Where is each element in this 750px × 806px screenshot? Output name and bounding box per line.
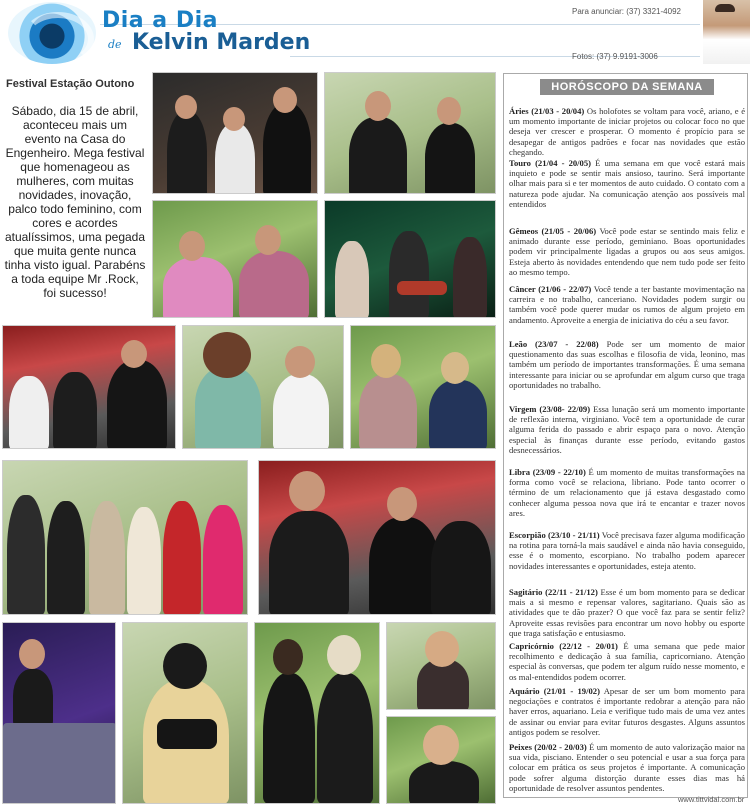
- sign-text: Você pode estar se sentindo mais feliz e animado durante esse período, geminiano. Boas oportunidades podem vir principalmente ligadas a grupos ou aos seus amigos. Esteja aberto às novidades entendendo que nem tudo pode ser feito ao mesmo tempo.: [509, 226, 745, 277]
- event-photo: [254, 622, 380, 804]
- horoscope-entry: [509, 467, 745, 518]
- sign-name: Sagitário (22/11 - 21/12): [509, 587, 598, 597]
- sign-name: Touro (21/04 - 20/05): [509, 158, 592, 168]
- sign-name: Câncer (21/06 - 22/07): [509, 284, 592, 294]
- event-photo: [386, 622, 496, 710]
- horoscope-entry: [509, 339, 745, 390]
- page-header: [0, 0, 750, 68]
- event-photo: [152, 72, 318, 194]
- column-title-connector: de: [108, 38, 122, 51]
- event-photo: [324, 200, 496, 318]
- event-article: [0, 72, 150, 322]
- footer-url[interactable]: www.tittvidal.com.br: [678, 795, 745, 804]
- sign-name: Capricórnio (22/12 - 20/01): [509, 641, 618, 651]
- sign-text: Os holofotes se voltam para você, ariano, e é um momento importante de iniciar projetos ou colocar foco no que deseja ver crescer e prosperar. O momento é propício para se desapegar de antigos padrões e focar nas novidades que estão chegando.: [509, 106, 746, 157]
- horoscope-entry: [509, 404, 745, 455]
- sign-text: Você tende a ter bastante movimentação na carreira e no trabalho, canceriano. Novidades podem surgir ou também você pode querer mudar os rumos de algum projeto em andamento. Aproveite a energia de iniciativa do céu a seu favor.: [509, 284, 745, 325]
- sign-text: É um momento de auto valorização maior na sua vida, pisciano. Entender o seu potencial e usar a sua força para colocar em prática os seus projetos é importante. A comunicação pode sofrer alguma distorção durante esses dias mas há oportunidade de resolver assuntos pendentes.: [509, 742, 745, 793]
- event-photo: [258, 460, 496, 615]
- sign-text: Apesar de ser um bom momento para negociações e contratos é importante redobrar a atenção para não haver erros, aquariano. Leia e verifique tudo mais de uma vez antes de assinar ou enviar para evitar futuros desgastes. Alguns assuntos antigos podem se resolver.: [509, 686, 745, 737]
- sign-text: Essa lunação será um momento importante de reflexão interna, virginiano. Você tem a oportunidade de curar alguma ferida do passado e abrir espaço para o novo. Atenção especial às finanças durante esse período, evitando gastos desnecessários.: [509, 404, 745, 455]
- column-title: Dia a Dia: [102, 8, 218, 33]
- horoscope-entry: [509, 106, 745, 157]
- event-photo: [152, 200, 318, 318]
- sign-name: Aquário (21/01 - 19/02): [509, 686, 600, 696]
- sign-text: É um momento de muitas transformações na forma como você se relaciona, libriano. Pode tanto ocorrer o término de um relacionamento que já estava desgastado como conhecer alguma pessoa nova que irá te encantar e trazer novos ares.: [509, 467, 745, 518]
- columnist-portrait: [703, 0, 750, 64]
- horoscope-entry: [509, 742, 745, 793]
- camera-lens-logo: [8, 2, 96, 64]
- horoscope-entry: [509, 641, 745, 682]
- article-title: Festival Estação Outono: [6, 78, 135, 90]
- event-photo: [2, 325, 176, 449]
- horoscope-entry: [509, 158, 745, 209]
- horoscope-entry: [509, 587, 745, 638]
- sign-name: Leão (23/07 - 22/08): [509, 339, 599, 349]
- event-photo: [350, 325, 496, 449]
- event-photo: [324, 72, 496, 194]
- horoscope-panel: [503, 73, 748, 798]
- horoscope-entry: [509, 226, 745, 277]
- sign-text: É uma semana em que você estará mais inquieto e pode se sentir mais ansioso, taurino. Será importante olhar mais para si e ter momentos de auto cuidado. O contato com a natureza pode ajudar. Na comunicação atenção aos possíveis mal entendidos: [509, 158, 746, 209]
- article-body: Sábado, dia 15 de abril, aconteceu mais um evento na Casa do Engenheiro. Mega festival que homenageou as mulheres, com muitas novidades, inovação, palco todo feminino, com cores e acordes atualíssimos, uma pegada que muita gente nunca tinha visto igual. Parabéns a toda equipe Mr .Rock, foi sucesso!: [4, 104, 146, 300]
- sign-text: Você precisava fazer alguma modificação na rotina para torná-la mais saudável e ainda não havia conseguido, esse é o momento, escorpiano. No trabalho podem aparecer novidades interessantes e oportunidades, esteja atento.: [509, 530, 745, 571]
- horoscope-title: HORÓSCOPO DA SEMANA: [540, 79, 714, 95]
- column-author: Kelvin Marden: [132, 30, 311, 55]
- advertise-contact: Para anunciar: (37) 3321-4092: [572, 7, 681, 16]
- event-photo: [122, 622, 248, 804]
- horoscope-entry: [509, 530, 745, 571]
- event-photo: [2, 622, 116, 804]
- photos-contact: Fotos: (37) 9.9191-3006: [572, 52, 658, 61]
- sign-name: Áries (21/03 - 20/04): [509, 106, 585, 116]
- event-photo: [386, 716, 496, 804]
- sign-name: Peixes (20/02 - 20/03): [509, 742, 587, 752]
- sign-text: Esse é um bom momento para se dedicar mais a si mesmo e repensar valores, sagitariano. Quais são as atividades que te dão prazer? O que você faz para se sentir feliz? Aproveite essas revisões para encontrar um novo hobby ou esporte que traga satisfação e entusiasmo.: [509, 587, 746, 638]
- sign-name: Libra (23/09 - 22/10): [509, 467, 586, 477]
- sign-name: Virgem (23/08- 22/09): [509, 404, 591, 414]
- horoscope-entry: [509, 686, 745, 737]
- horoscope-entry: [509, 284, 745, 325]
- event-photo: [2, 460, 248, 615]
- sign-text: É uma semana que pede maior recolhimento e dedicação à sua família, capricorniano. Atenção especial às conversas, que podem ter algum ruído nesse momento, e os mal-entendidos podem ocorrer.: [509, 641, 745, 682]
- event-photo: [182, 325, 344, 449]
- sign-text: Pode ser um momento de maior questionamento das suas escolhas e filosofia de vida, leonino, mas também um período de importantes transformações. É uma semana interessante para iniciar ou se aprofundar em algum curso que traga oportunidades no trabalho.: [509, 339, 745, 390]
- sign-name: Escorpião (23/10 - 21/11): [509, 530, 600, 540]
- sign-name: Gêmeos (21/05 - 20/06): [509, 226, 597, 236]
